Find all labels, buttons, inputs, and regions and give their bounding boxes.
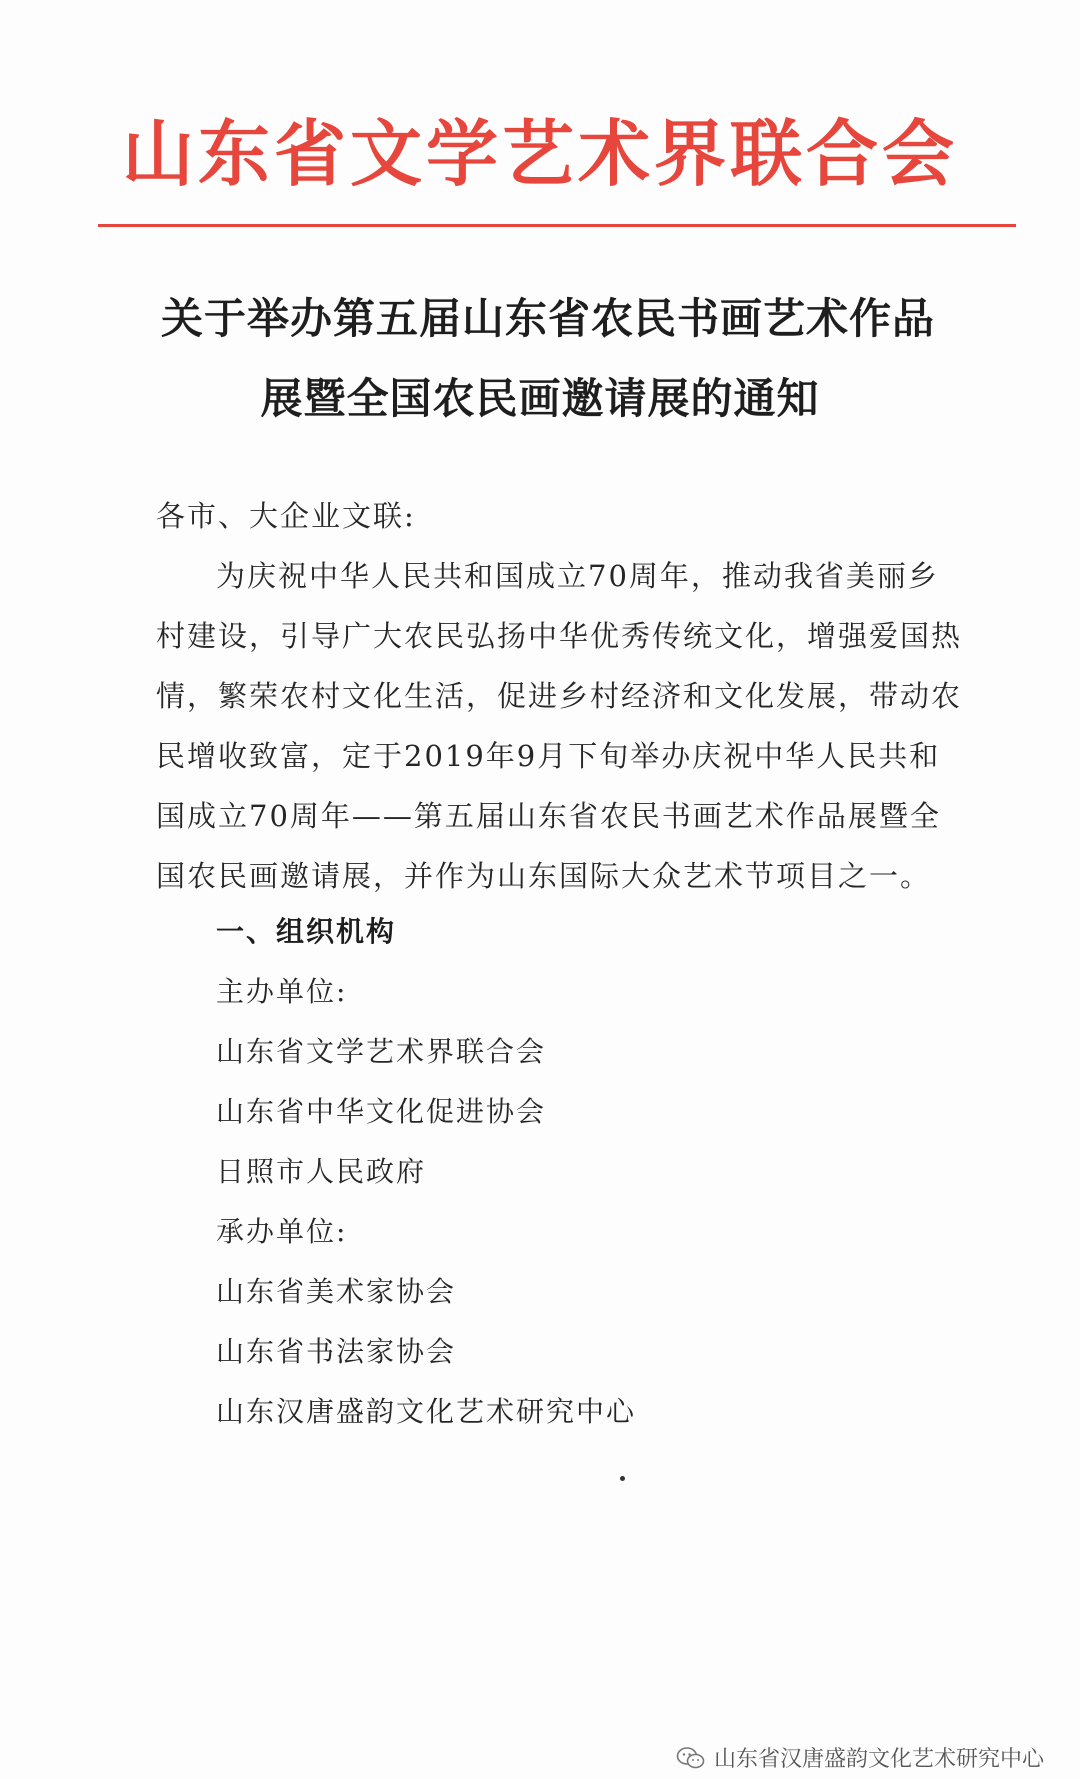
watermark-text: 山东省汉唐盛韵文化艺术研究中心 (713, 1747, 1044, 1772)
letterhead-red-rule (98, 224, 1016, 227)
document-title-line-1: 关于举办第五届山东省农民书画艺术作品 (160, 294, 935, 343)
watermark (676, 1742, 1044, 1773)
sponsor-item: 山东省中华文化促进协会 (216, 1095, 547, 1128)
sponsor-item: 山东省文学艺术界联合会 (216, 1035, 547, 1068)
letterhead-org-name: 山东省文学艺术界联合会 (121, 112, 958, 196)
paragraph-line: 民增收致富，定于2019年9月下旬举办庆祝中华人民共和 (156, 739, 941, 773)
sponsor-label: 主办单位: (216, 975, 348, 1008)
sponsor-item: 日照市人民政府 (216, 1155, 427, 1188)
organizer-item: 山东省书法家协会 (216, 1335, 457, 1368)
paragraph-line: 国成立70周年——第五届山东省农民书画艺术作品展暨全 (156, 799, 941, 833)
organizer-item: 山东省美术家协会 (216, 1275, 457, 1308)
paragraph-line: 村建设，引导广大农民弘扬中华优秀传统文化，增强爱国热 (156, 619, 963, 653)
ink-speck (620, 1476, 625, 1481)
organizer-label: 承办单位: (216, 1215, 348, 1248)
organizer-item: 山东汉唐盛韵文化艺术研究中心 (216, 1395, 637, 1428)
salutation: 各市、大企业文联: (156, 499, 416, 533)
document-title-line-2: 展暨全国农民画邀请展的通知 (260, 374, 820, 423)
intro-paragraph (156, 546, 963, 906)
wechat-icon (676, 1746, 706, 1770)
organization-list (216, 962, 636, 1442)
paragraph-line: 情，繁荣农村文化生活，促进乡村经济和文化发展，带动农 (156, 679, 963, 713)
paragraph-line: 为庆祝中华人民共和国成立70周年，推动我省美丽乡 (216, 559, 939, 593)
section-heading-organization: 一、组织机构 (216, 915, 397, 948)
paragraph-line: 国农民画邀请展，并作为山东国际大众艺术节项目之一。 (156, 859, 932, 893)
